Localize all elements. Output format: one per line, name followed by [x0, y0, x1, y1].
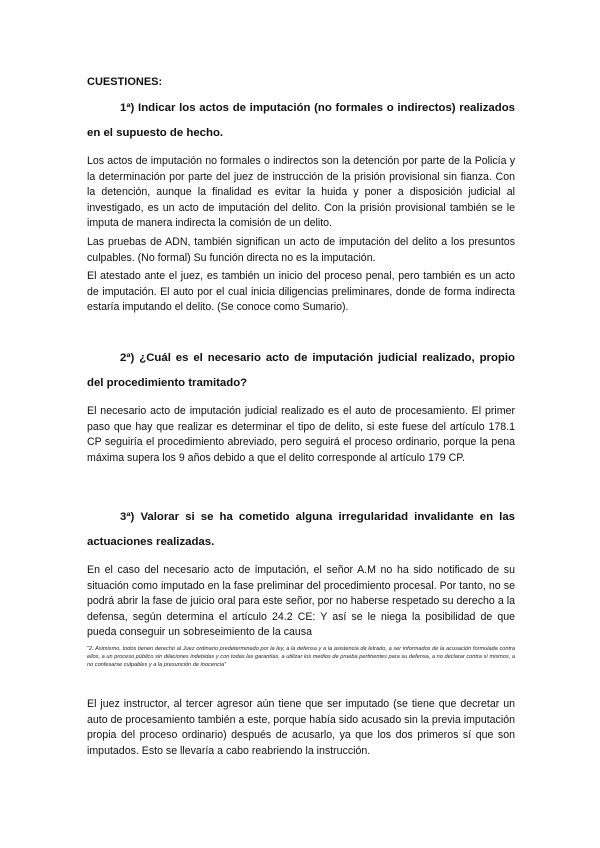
question-2-title: 2ª) ¿Cuál es el necesario acto de imputación judicial realizado, propio del procedimiento tramitado?	[87, 352, 515, 389]
q3-footnote-quote: "2. Asimismo, todos tienen derecho al Juez ordinario predeterminado por la ley, a la defensa y a la asistencia de letrado, a ser informados de la acusación formulada contra ellos, a un proceso público sin dilaciones indebidas y con todas las garantías, a utilizar los medios de prueba pertinentes para su defensa, a no declarar contra sí mismos, a no confesarse culpables y a la presunción de inocencia"	[87, 646, 515, 669]
q1-paragraph-2: Las pruebas de ADN, también significan un acto de imputación del delito a los presuntos culpables. (No formal) Su función directa no es la imputación.	[87, 236, 515, 264]
question-1-title: 1ª) Indicar los actos de imputación (no formales o indirectos) realizados en el supuesto de hecho.	[87, 102, 515, 139]
section-heading: CUESTIONES:	[87, 76, 163, 88]
q1-paragraph-1: Los actos de imputación no formales o indirectos son la detención por parte de la Policía y la determinación por parte del juez de instrucción de la prisión provisional sin fianza. Con la detención, aunque la finalidad es evitar la huida y poner a disposición judicial al investigado, es un acto de imputación del delito. Con la prisión provisional también se le imputa de manera indirecta la comisión de un delito.	[87, 155, 515, 230]
q3-final-paragraph: El juez instructor, al tercer agresor aún tiene que ser imputado (se tiene que decretar un auto de procesamiento también a este, porque había sido acusado sin la previa imputación propia del proceso ordinario) después de acusarlo, ya que los dos primeros sí que son imputados. Esto se llevaría a cabo reabriendo la instrucción.	[87, 698, 515, 757]
q3-paragraph-1: En el caso del necesario acto de imputación, el señor A.M no ha sido notificado de su situación como imputado en la fase preliminar del procedimiento procesal. Por tanto, no se podrá abrir la fase de juicio oral para este señor, por no haberse respetado su derecho a la defensa, según determina el artículo 24.2 CE: Y así se le niega la posibilidad de que pueda conseguir un sobreseimiento de la causa	[87, 564, 515, 639]
q2-paragraph-1: El necesario acto de imputación judicial realizado es el auto de procesamiento. El primer paso que hay que realizar es determinar el tipo de delito, si este fuese del artículo 178.1 CP seguiría el procedimiento abreviado, pero seguirá el proceso ordinario, porque la pena máxima supera los 9 años debido a que el delito corresponde al artículo 179 CP.	[87, 405, 515, 464]
question-3-title: 3ª) Valorar si se ha cometido alguna irregularidad invalidante en las actuaciones realizadas.	[87, 511, 515, 548]
q1-paragraph-3: El atestado ante el juez, es también un inicio del proceso penal, pero también es un acto de imputación. El auto por el cual inicia diligencias preliminares, donde de forma indirecta estaría imputando el delito. (Se conoce como Sumario).	[87, 270, 515, 314]
